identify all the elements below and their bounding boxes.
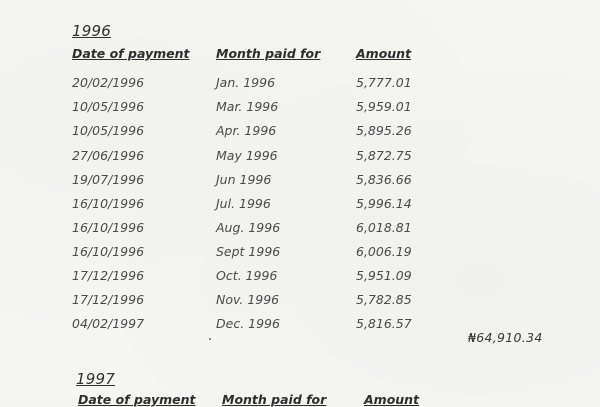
cell-date: 19/07/1996 (72, 172, 145, 187)
cell-month: Jul. 1996 (216, 196, 271, 211)
cell-amount: 5,951.09 (356, 268, 412, 283)
cell-month: Nov. 1996 (216, 292, 280, 307)
cell-month: Sept 1996 (216, 244, 281, 259)
cell-date: 16/10/1996 (72, 244, 145, 259)
cell-date: 27/06/1996 (72, 148, 145, 163)
cell-month: Jan. 1996 (216, 75, 276, 90)
cell-date: 20/02/1996 (72, 75, 145, 90)
cell-date: 17/12/1996 (72, 292, 145, 307)
cell-month: May 1996 (216, 148, 278, 163)
header-amount: Amount (356, 46, 412, 61)
cell-amount: 5,777.01 (356, 75, 412, 90)
cell-month: Aug. 1996 (216, 220, 281, 235)
cell-amount: 6,006.19 (356, 244, 412, 259)
cell-month: Oct. 1996 (216, 268, 278, 283)
cell-amount: 5,816.57 (356, 316, 412, 331)
cell-date: 04/02/1997 (72, 316, 145, 331)
cell-month: Jun 1996 (216, 172, 272, 187)
cell-date: 10/05/1996 (72, 99, 145, 114)
total-amount-1996: ₦64,910.34 (468, 330, 543, 345)
cell-amount: 5,996.14 (356, 196, 412, 211)
header-date-of-payment: Date of payment (72, 46, 190, 61)
cell-month: Mar. 1996 (216, 99, 279, 114)
header-date-of-payment-1997: Date of payment (78, 392, 196, 407)
cell-amount: 5,872.75 (356, 148, 412, 163)
cell-date: 16/10/1996 (72, 220, 145, 235)
header-month-paid-for: Month paid for (216, 46, 321, 61)
header-month-paid-for-1997: Month paid for (222, 392, 327, 407)
year-heading-1997: 1997 (76, 370, 115, 388)
cell-date: 10/05/1996 (72, 123, 145, 138)
header-amount-1997: Amount (364, 392, 420, 407)
cell-date: 17/12/1996 (72, 268, 145, 283)
cell-month: Dec. 1996 (216, 316, 280, 331)
cell-amount: 5,895.26 (356, 123, 412, 138)
cell-amount: 5,782.85 (356, 292, 412, 307)
cell-month: Apr. 1996 (216, 123, 277, 138)
scan-speck (209, 338, 211, 340)
cell-amount: 6,018.81 (356, 220, 412, 235)
year-heading-1996: 1996 (72, 22, 111, 40)
cell-amount: 5,959.01 (356, 99, 412, 114)
cell-date: 16/10/1996 (72, 196, 145, 211)
cell-amount: 5,836.66 (356, 172, 412, 187)
